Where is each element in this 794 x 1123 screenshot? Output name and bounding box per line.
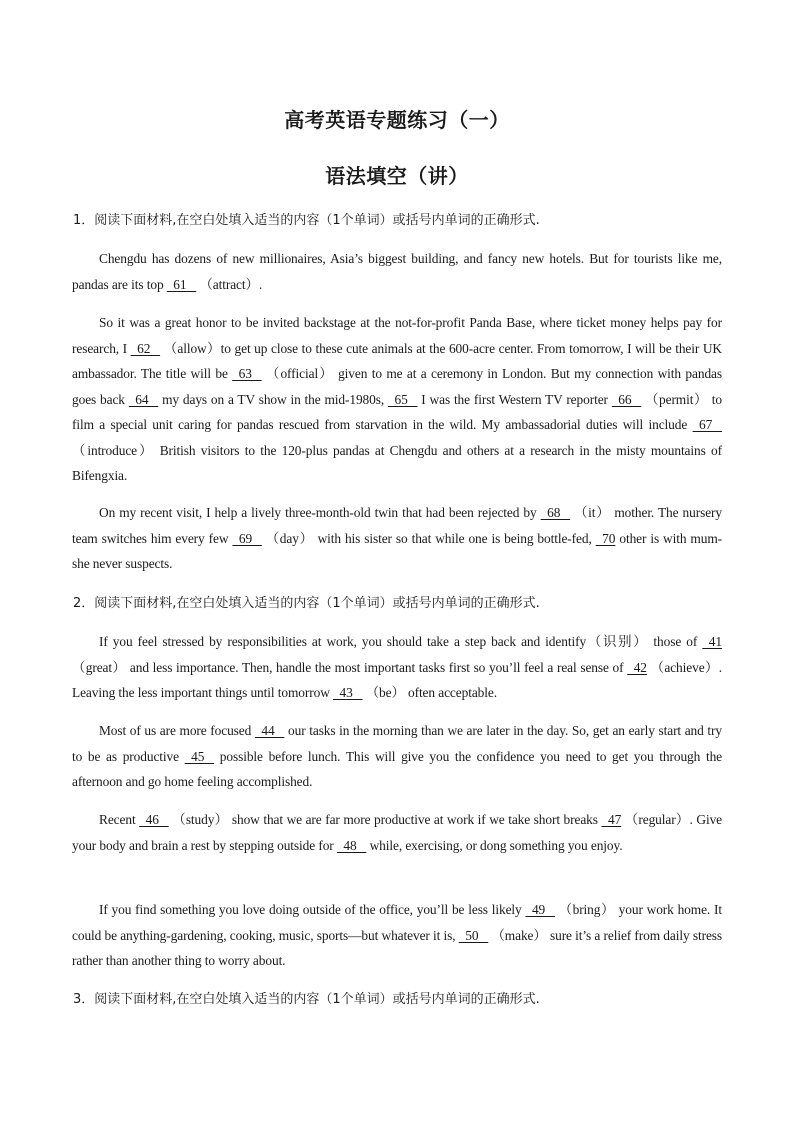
answer-blank[interactable]: 66 — [611, 391, 642, 407]
passage-text: other is with mum-she never suspects. — [72, 530, 723, 571]
passage-text: our tasks in the morning than we are later in the day. So, get an early start and try to be as productive — [72, 723, 722, 764]
passage-paragraph — [72, 310, 722, 489]
passage-text: On my recent visit, I help a lively three-month-old twin that had been rejected by — [99, 505, 541, 520]
passage-paragraph — [72, 246, 722, 297]
passage-text: If you feel stressed by responsibilities at work, you should take a step back and identify（识别） those of — [99, 634, 703, 649]
page-subtitle: 语法填空（讲） — [325, 164, 469, 188]
answer-blank[interactable]: 65 — [388, 391, 418, 407]
passage-paragraph — [72, 629, 722, 706]
passage-text: Most of us are more focused — [99, 723, 255, 738]
answer-blank[interactable]: 67 — [692, 417, 722, 432]
passage-text: （introduce） British visitors to the 120-plus pandas at Chengdu and others at a research in the misty mountains of Bifengxia. — [72, 442, 722, 483]
answer-blank[interactable]: 41 — [702, 634, 722, 649]
passage-text: （achieve）. Leaving the less important things until tomorrow — [72, 659, 722, 700]
answer-blank[interactable]: 70 — [595, 530, 616, 546]
page-title: 高考英语专题练习（一） — [284, 108, 510, 132]
answer-blank[interactable]: 48 — [336, 837, 367, 853]
answer-blank[interactable]: 45 — [184, 748, 215, 764]
answer-blank[interactable]: 62 — [130, 340, 161, 356]
passage-paragraph — [72, 897, 722, 974]
passage-text: （great） and less importance. Then, handle the most important tasks first so you’ll feel a real sense of — [72, 659, 628, 675]
passage-paragraph — [72, 500, 722, 577]
passage-text: （make） sure it’s a relief from daily stress rather than another thing to worry about. — [72, 927, 723, 968]
answer-blank[interactable]: 42 — [627, 659, 647, 675]
passage-paragraph — [72, 807, 722, 858]
passage-text: （regular）. Give your body and brain a rest by stepping outside for — [72, 812, 723, 853]
passage-text: （study） show that we are far more productive at work if we take short breaks — [168, 812, 602, 827]
answer-blank[interactable]: 47 — [601, 812, 622, 827]
passage-text: （day） with his sister so that while one is being bottle-fed, — [261, 530, 596, 546]
passage-text: while, exercising, or dong something you enjoy. — [366, 837, 623, 853]
passage-text: Recent — [99, 812, 140, 827]
passage-text: （be） often acceptable. — [362, 685, 497, 700]
section-3-instruction: 3．阅读下面材料,在空白处填入适当的内容（1个单词）或括号内单词的正确形式. — [73, 992, 540, 1007]
passage-text: my days on a TV show in the mid-1980s, — [158, 391, 388, 407]
passage-text: （attract）. — [196, 276, 263, 292]
answer-blank[interactable]: 63 — [232, 366, 262, 381]
passage-text: （it） mother. The nursery team switches him every few — [72, 505, 722, 546]
answer-blank[interactable]: 69 — [232, 530, 262, 546]
passage-text: Chengdu has dozens of new millionaires, Asia’s biggest building, and fancy new hotels. But for tourists like me, pandas are its top — [72, 251, 722, 292]
passage-text: I was the first Western TV reporter — [417, 391, 612, 407]
passage-text: If you find something you love doing outside of the office, you’ll be less likely — [99, 902, 526, 917]
answer-blank[interactable]: 46 — [139, 812, 169, 827]
section-1-instruction: 1．阅读下面材料,在空白处填入适当的内容（1个单词）或括号内单词的正确形式. — [73, 213, 540, 228]
section-2-instruction: 2．阅读下面材料,在空白处填入适当的内容（1个单词）或括号内单词的正确形式. — [73, 596, 540, 611]
passage-text: So it was a great honor to be invited backstage at the not-for-profit Panda Base, where ticket money helps pay for research, I — [72, 315, 722, 356]
passage-text: （bring） your work home. It could be anything-gardening, cooking, music, sports—but whatever it is, — [72, 902, 722, 943]
answer-blank[interactable]: 61 — [166, 276, 197, 292]
answer-blank[interactable]: 68 — [540, 505, 571, 520]
passage-text: （official） given to me at a ceremony in London. But my connection with pandas goes back — [72, 366, 722, 407]
answer-blank[interactable]: 43 — [333, 685, 363, 700]
passage-text: （allow）to get up close to these cute animals at the 600-acre center. From tomorrow, I will be their UK ambassador. The title will be — [72, 340, 722, 381]
passage-text: （permit） to film a special unit caring for pandas rescued from starvation in the wild. My ambassadorial duties will include — [72, 391, 722, 432]
answer-blank[interactable]: 44 — [254, 723, 285, 738]
passage-text: possible before lunch. This will give you the confidence you need to get you through the afternoon and go home feeling accomplished. — [72, 748, 723, 789]
answer-blank[interactable]: 50 — [458, 927, 489, 943]
answer-blank[interactable]: 49 — [525, 902, 555, 917]
passage-paragraph — [72, 718, 722, 795]
answer-blank[interactable]: 64 — [128, 391, 159, 407]
